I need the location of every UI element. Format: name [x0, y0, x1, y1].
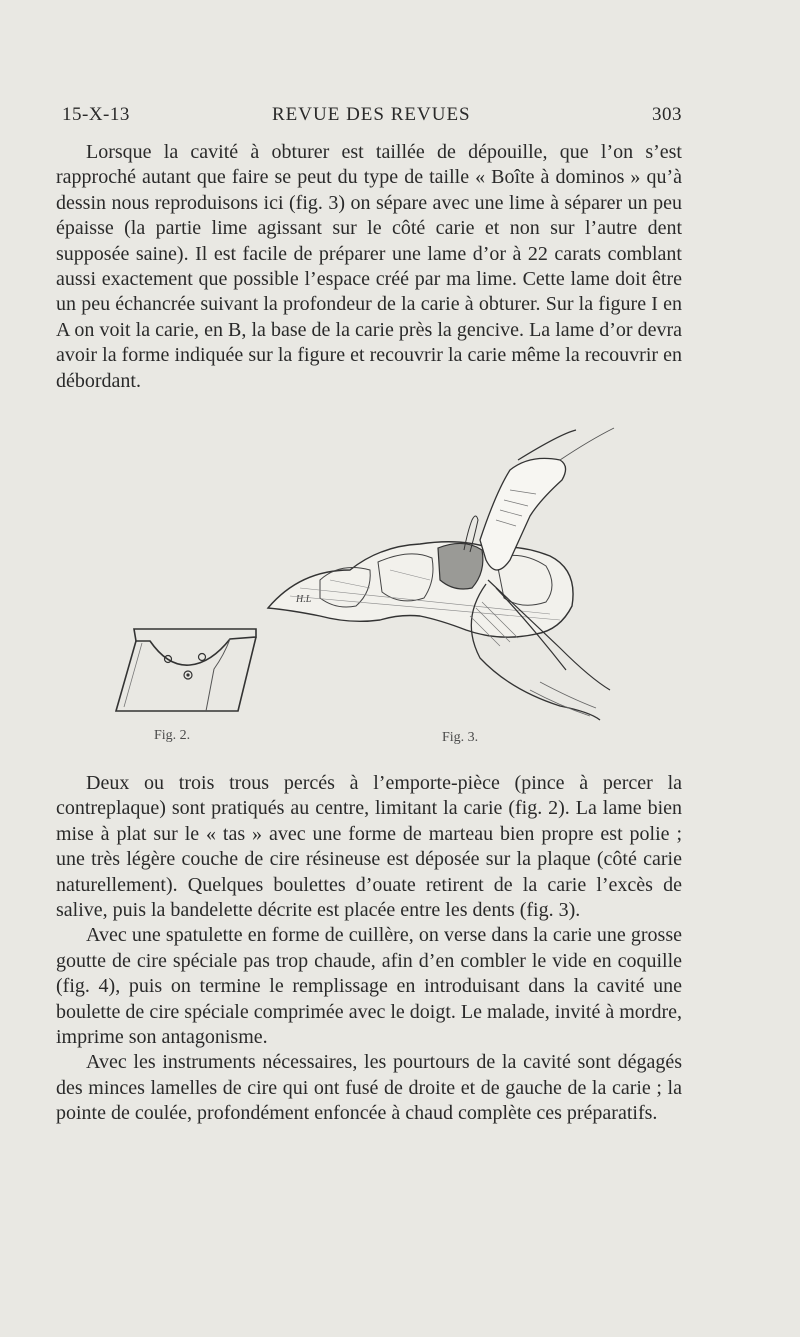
header-date: 15-X-13 [62, 104, 130, 125]
paragraph: Lorsque la cavité à obturer est taillée de dépouille, que l’on s’est rapproché autant que faire se peut du type de taille « Boîte à dominos » qu’à dessin nous reproduisons ici (fig. 3) on sépare avec une lime à séparer un peu épaisse (la partie lime agissant sur le côté carie et non sur l’autre dent supposée saine). Il est facile de préparer une lame d’or à 22 carats comblant aussi exactement que possible l’espace créé par ma lime. Cette lame doit être un peu échancrée suivant la profondeur de la carie à obturer. Sur la figure I en A on voit la carie, en B, la base de la carie près la gencive. La lame d’or devra avoir la forme indiquée sur la figure et recouvrir la carie même la recouvrir en débordant. [56, 141, 682, 392]
header-journal-title: REVUE DES REVUES [272, 104, 471, 125]
artist-signature: H.L [296, 594, 312, 605]
paragraph: Deux ou trois trous percés à l’emporte-pièce (pince à percer la contreplaque) sont pratiqués au centre, limitant la carie (fig. 2). La lame bien mise à plat sur le « tas » avec une forme de marteau bien propre est polie ; une très légère couche de cire résineuse est déposée sur la plaque (côté carie naturellement). Quelques boulettes d’ouate retirent de la carie l’excès de salive, puis la bandelette décrite est placée entre les dents (fig. 3). [56, 772, 682, 922]
page-number: 303 [652, 104, 682, 125]
text-block-bottom [56, 771, 682, 1127]
fig3-teeth-illustration [260, 420, 630, 730]
fig2-caption: Fig. 2. [154, 728, 191, 743]
fig3-caption: Fig. 3. [442, 730, 479, 745]
fig2-gold-blade-illustration [106, 615, 286, 725]
text-block-top [56, 140, 682, 394]
paragraph: Avec les instruments nécessaires, les pourtours de la cavité sont dégagés des minces lamelles de cire qui ont fusé de droite et de gauche de la carie ; la pointe de coulée, profondément enfoncée à chaud complète ces préparatifs. [56, 1051, 682, 1125]
running-header [62, 104, 682, 134]
paragraph: Avec une spatulette en forme de cuillère, on verse dans la carie une grosse goutte de cire spéciale pas trop chaude, afin d’en combler le vide en coquille (fig. 4), puis on termine le remplissage en introduisant dans la cavité une boulette de cire spéciale comprimée avec le doigt. Le malade, invité à mordre, imprime son antagonisme. [56, 924, 682, 1049]
figure-area [100, 420, 620, 750]
